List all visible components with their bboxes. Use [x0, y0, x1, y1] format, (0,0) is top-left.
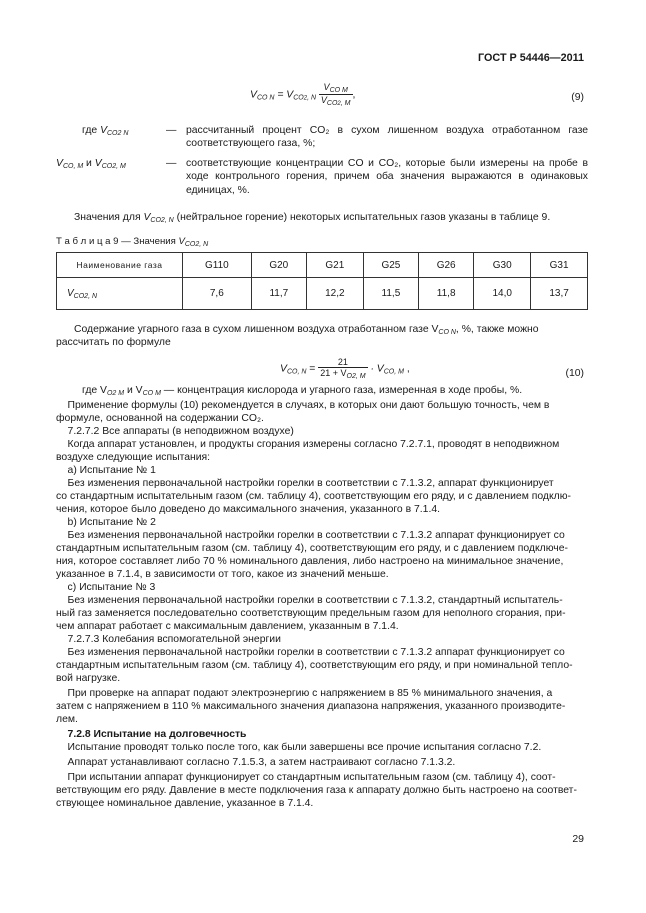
body-line: При испытании аппарат функционирует со стандартным испытательным газом (см. таблицу 4), соот-: [56, 772, 556, 783]
formula-10: $V_{CO, N}$ = $\frac{21}{21 + V_{O2, M}}$ · $V_{CO, M}$ ,: [280, 357, 410, 380]
table-cell: 7,6: [183, 278, 252, 310]
definition-row: где $V_{CO2 N}$ — рассчитанный процент CO₂ в сухом лишенном воздуха отработанном газе соответствующего газа, %;: [82, 125, 588, 150]
body-line: чем аппарат работает с максимальным давлением, указанным в 7.1.4.: [56, 621, 399, 632]
body-line: затем с напряжением в 110 % максимального значения диапазона напряжения, указанного производите-: [56, 701, 566, 712]
body-line: Применение формулы (10) рекомендуется в случаях, в которых они дают большую точность, чем в: [56, 400, 550, 411]
table9-intro: Значения для $V_{CO2, N}$ (нейтральное горение) некоторых испытательных газов указаны в таблице 9.: [74, 212, 551, 224]
body-line: указанное в 7.1.4, в зависимости от того, какое из значений меньше.: [56, 569, 389, 580]
body-line: Испытание проводят только после того, как были завершены все прочие испытания согласно 7.2.: [56, 742, 542, 753]
body-line: стандартным испытательным газом (см. таблицу 4), соответствующим его ряду, и с давлением подключе-: [56, 543, 568, 554]
table-header-cell: G31: [531, 253, 588, 278]
table-9: [56, 252, 588, 310]
body-line: Без изменения первоначальной настройки горелки в соответствии с 7.1.3.2 аппарат функционирует со: [56, 647, 565, 658]
page-header: ГОСТ Р 54446—2011: [478, 52, 584, 64]
body-line: 7.2.7.2 Все аппараты (в неподвижном воздухе): [56, 426, 294, 437]
fraction: $\frac{21}{21 + V_{O2, M}}$: [320, 357, 366, 380]
equation-number-10: (10): [565, 368, 584, 379]
body-line: лем.: [56, 714, 78, 725]
table-header-cell: Наименование газа: [57, 253, 183, 278]
table-cell: 11,8: [419, 278, 474, 310]
body-line: ствующее номинальное давление, указанное в 7.1.4.: [56, 798, 314, 809]
table-cell: 12,2: [306, 278, 363, 310]
body-line: ветствующим его ряду. Давление в месте подключения газа к аппарату должно быть настроено на соответ-: [56, 785, 577, 796]
body-line: b) Испытание № 2: [56, 517, 156, 528]
body-line: 7.2.8 Испытание на долговечность: [56, 729, 247, 740]
table-cell: 11,7: [251, 278, 306, 310]
body-line: со стандартным испытательным газом (см. таблицу 4), соответствующим его ряду, и с давлением подклю-: [56, 491, 571, 502]
table-cell: 14,0: [474, 278, 531, 310]
table-header-cell: G30: [474, 253, 531, 278]
body-line: c) Испытание № 3: [56, 582, 156, 593]
body-line: ния, которое составляет либо 70 % номинального давления, либо настроено на минимальное значение,: [56, 556, 564, 567]
table-header-cell: G110: [183, 253, 252, 278]
table-header-cell: G20: [251, 253, 306, 278]
table9-caption: Т а б л и ц а 9 — Значения $V_{CO2, N}$: [56, 236, 209, 248]
body-line: чения, которое было доведено до максимального значения, указанного в 7.1.4.: [56, 504, 441, 515]
formula-9: $V_{CO N} = V_{CO2, N}$ $\frac{V_{CO M}}{V_{CO2, M}}$ ,: [250, 82, 356, 107]
page-number: 29: [572, 833, 584, 845]
body-line: Аппарат устанавливают согласно 7.1.5.3, а затем настраивают согласно 7.1.3.2.: [56, 757, 456, 768]
table-header-cell: G25: [363, 253, 418, 278]
paragraph-co-content-2: рассчитать по формуле: [56, 337, 171, 348]
paragraph-co-content: Содержание угарного газа в сухом лишенном воздуха отработанном газе $V_{CO N}$, %, также можно: [74, 324, 539, 336]
table-header-cell: G26: [419, 253, 474, 278]
equation-number-9: (9): [571, 92, 584, 103]
body-line: формуле, основанной на содержании CO₂.: [56, 413, 264, 424]
table-header-cell: G21: [306, 253, 363, 278]
body-line: Без изменения первоначальной настройки горелки в соответствии с 7.1.3.2, стандартный испытатель-: [56, 595, 563, 606]
table-cell: 13,7: [531, 278, 588, 310]
body-line: Без изменения первоначальной настройки горелки в соответствии с 7.1.3.2, аппарат функционирует: [56, 478, 554, 489]
body-line: стандартным испытательным газом (см. таблицу 4), соответствующим его ряду, и при номинальной тепло-: [56, 660, 573, 671]
table-row-label: $V_{CO2, N}$: [57, 278, 183, 310]
definition-row: $V_{CO, M}$ и $V_{CO2, M}$ — соответствующие концентрации CO и CO₂, которые были измерены на пробе в ходе контрольного горения, причем оба значения выражаются в одинаковых единицах, %.: [56, 157, 588, 196]
body-line: При проверке на аппарат подают электроэнергию с напряжением в 85 % минимального значения, а: [56, 688, 553, 699]
definition-10: где $V_{O2 M}$ и $V_{CO M}$ — концентрация кислорода и угарного газа, измеренная в ходе пробы, %.: [82, 385, 523, 397]
table-row: [57, 278, 588, 310]
body-line: ный газ заменяется последовательно соответствующим предельным газом для неполного сгорания, при-: [56, 608, 566, 619]
body-line: Без изменения первоначальной настройки горелки в соответствии с 7.1.3.2 аппарат функционирует со: [56, 530, 565, 541]
body-line: вой нагрузке.: [56, 673, 121, 684]
definition-list-9: [56, 124, 588, 197]
table-cell: 11,5: [363, 278, 418, 310]
body-line: воздухе следующие испытания:: [56, 452, 211, 463]
fraction: $\frac{V_{CO M}}{V_{CO2, M}}$: [320, 82, 351, 107]
body-line: a) Испытание № 1: [56, 465, 156, 476]
body-line: 7.2.7.3 Колебания вспомогательной энергии: [56, 634, 281, 645]
body-line: Когда аппарат установлен, и продукты сгорания измерены согласно 7.2.7.1, проводят в неподвижном: [56, 439, 560, 450]
table-header-row: [57, 253, 588, 278]
